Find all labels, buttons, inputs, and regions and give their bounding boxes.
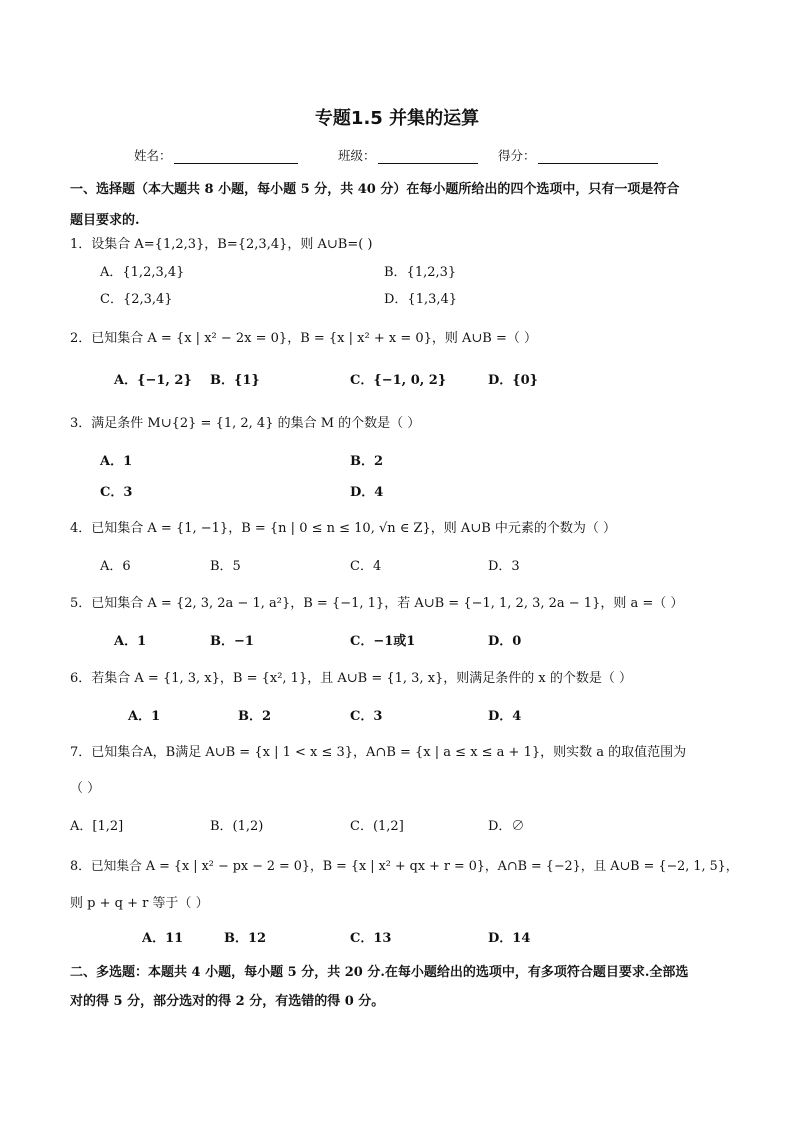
q4-option-c[interactable]: C．4 bbox=[350, 559, 382, 574]
q5-option-b[interactable]: B．−1 bbox=[210, 634, 254, 649]
question-6-stem: 6．若集合 A = {1, 3, x}，B = {x², 1}，且 A∪B = {1, 3, x}，则满足条件的 x 的个数是（ ） bbox=[70, 671, 633, 686]
score-field[interactable] bbox=[498, 146, 658, 164]
name-field[interactable] bbox=[134, 146, 298, 164]
student-info-row bbox=[0, 146, 794, 164]
q5-option-d[interactable]: D．0 bbox=[488, 634, 522, 649]
page-title: 专题1.5 并集的运算 bbox=[314, 108, 480, 129]
question-7-stem: 7．已知集合A，B满足 A∪B = {x | 1 < x ≤ 3}，A∩B = {x | a ≤ x ≤ a + 1}，则实数 a 的取值范围为 bbox=[70, 745, 687, 760]
question-8-stem: 8．已知集合 A = {x | x² − px − 2 = 0}，B = {x | x² + qx + r = 0}，A∩B = {−2}，且 A∪B = {−2, 1, 5}， bbox=[70, 859, 739, 874]
q6-option-c[interactable]: C．3 bbox=[350, 709, 383, 724]
name-blank[interactable] bbox=[174, 150, 298, 164]
section1-heading-cont: 题目要求的. bbox=[70, 213, 140, 228]
class-field[interactable] bbox=[338, 146, 478, 164]
section1-heading: 一、选择题（本大题共 8 小题，每小题 5 分，共 40 分）在每小题所给出的四个选项中，只有一项是符合 bbox=[70, 182, 680, 197]
q5-option-c[interactable]: C．−1或1 bbox=[350, 634, 416, 649]
q4-option-b[interactable]: B．5 bbox=[210, 559, 241, 574]
q8-option-c[interactable]: C．13 bbox=[350, 931, 392, 946]
score-blank[interactable] bbox=[538, 150, 658, 164]
q4-option-d[interactable]: D．3 bbox=[488, 559, 520, 574]
q7-option-d[interactable]: D．∅ bbox=[488, 819, 525, 834]
q6-option-a[interactable]: A．1 bbox=[128, 709, 161, 724]
section2-heading-cont: 对的得 5 分，部分选对的得 2 分，有选错的得 0 分。 bbox=[70, 994, 385, 1009]
q7-option-c[interactable]: C．(1,2] bbox=[350, 819, 404, 834]
question-2-stem: 2．已知集合 A = {x | x² − 2x = 0}，B = {x | x² + x = 0}，则 A∪B =（ ） bbox=[70, 331, 538, 346]
q1-option-b[interactable]: B．{1,2,3} bbox=[384, 265, 457, 280]
q3-option-b[interactable]: B．2 bbox=[350, 454, 384, 469]
score-label: 得分： bbox=[498, 148, 536, 163]
q6-option-d[interactable]: D．4 bbox=[488, 709, 522, 724]
q3-option-a[interactable]: A．1 bbox=[100, 454, 133, 469]
question-8-stem-cont: 则 p + q + r 等于（ ） bbox=[70, 896, 209, 911]
q7-option-a[interactable]: A．[1,2] bbox=[70, 819, 124, 834]
question-4-stem: 4．已知集合 A = {1, −1}，B = {n | 0 ≤ n ≤ 10, √n ∈ Z}，则 A∪B 中元素的个数为（ ） bbox=[70, 521, 617, 536]
question-1-stem: 1．设集合 A={1,2,3}，B={2,3,4}，则 A∪B=( ) bbox=[70, 237, 373, 252]
class-label: 班级： bbox=[338, 148, 376, 163]
q1-option-a[interactable]: A．{1,2,3,4} bbox=[100, 265, 185, 280]
name-label: 姓名： bbox=[134, 148, 172, 163]
q8-option-a[interactable]: A．11 bbox=[142, 931, 184, 946]
q3-option-c[interactable]: C．3 bbox=[100, 485, 133, 500]
q2-option-a[interactable]: A．{−1, 2} bbox=[114, 373, 192, 388]
q8-option-d[interactable]: D．14 bbox=[488, 931, 531, 946]
q3-option-d[interactable]: D．4 bbox=[350, 485, 384, 500]
q1-option-d[interactable]: D．{1,3,4} bbox=[384, 292, 458, 307]
q6-option-b[interactable]: B．2 bbox=[238, 709, 272, 724]
q2-option-b[interactable]: B．{1} bbox=[210, 373, 260, 388]
q4-option-a[interactable]: A．6 bbox=[100, 559, 131, 574]
q5-option-a[interactable]: A．1 bbox=[114, 634, 147, 649]
q7-option-b[interactable]: B．(1,2) bbox=[210, 819, 264, 834]
q8-option-b[interactable]: B．12 bbox=[224, 931, 267, 946]
q2-option-d[interactable]: D．{0} bbox=[488, 373, 539, 388]
class-blank[interactable] bbox=[378, 150, 478, 164]
q2-option-c[interactable]: C．{−1, 0, 2} bbox=[350, 373, 447, 388]
question-3-stem: 3．满足条件 M∪{2} = {1, 2, 4} 的集合 M 的个数是（ ） bbox=[70, 416, 421, 431]
question-7-stem-cont: （ ） bbox=[70, 781, 101, 796]
q1-option-c[interactable]: C．{2,3,4} bbox=[100, 292, 173, 307]
section2-heading: 二、多选题：本题共 4 小题，每小题 5 分，共 20 分.在每小题给出的选项中，有多项符合题目要求.全部选 bbox=[70, 965, 689, 980]
question-5-stem: 5．已知集合 A = {2, 3, 2a − 1, a²}，B = {−1, 1}，若 A∪B = {−1, 1, 2, 3, 2a − 1}，则 a =（ ） bbox=[70, 596, 684, 611]
